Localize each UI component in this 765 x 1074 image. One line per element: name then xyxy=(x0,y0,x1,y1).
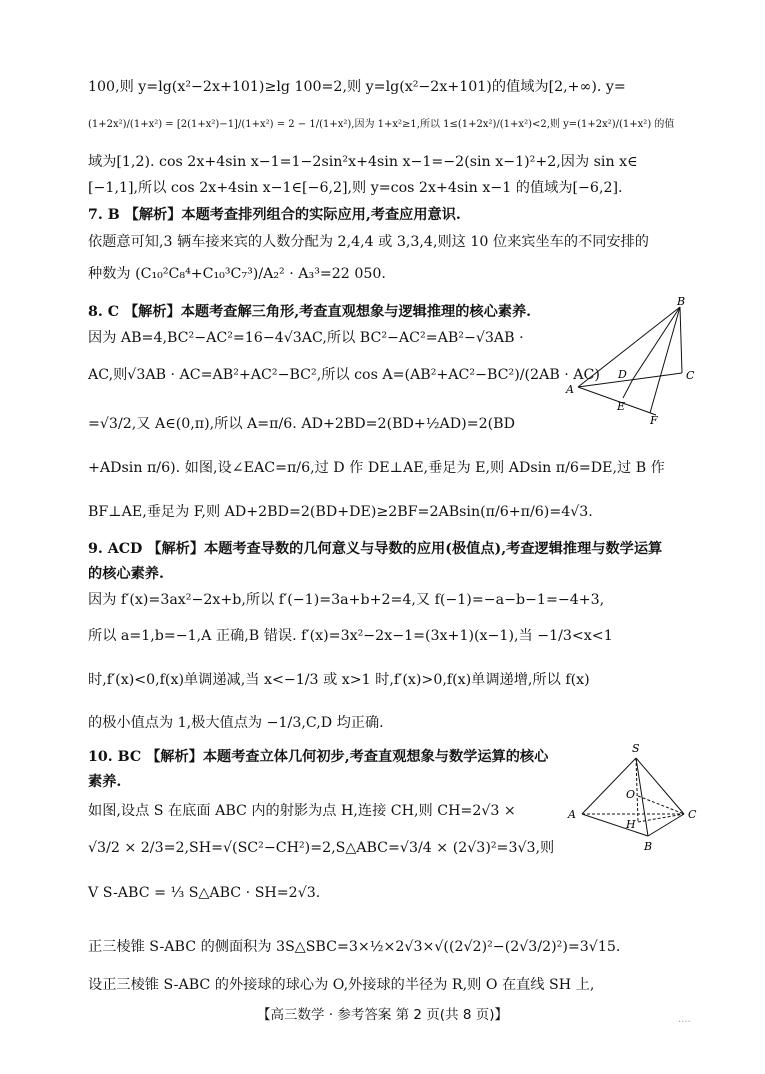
label-D: D xyxy=(618,368,627,381)
pyramid-figure xyxy=(560,738,710,858)
label-B: B xyxy=(644,840,653,853)
text-line: 依题意可知,3 辆车接来宾的人数分配为 2,4,4 或 3,3,4,则这 10 位来宾坐车的不同安排的 xyxy=(88,234,649,250)
text-line: 因为 f′(x)=3ax²−2x+b,所以 f′(−1)=3a+b+2=4,又 f(−1)=−a−b−1=−4+3, xyxy=(88,592,605,608)
text-line: 因为 AB=4,BC²−AC²=16−4√3AC,所以 BC²−AC²=AB²−√3AB · xyxy=(88,330,524,346)
triangle-figure xyxy=(560,295,710,430)
label-H: H xyxy=(626,818,636,831)
text-line: (1+2x²)/(1+x²) = [2(1+x²)−1]/(1+x²) = 2 − 1/(1+x²),因为 1+x²≥1,所以 1≤(1+2x²)/(1+x²)<2,则 y=(1+2x²)/(1+x²) 的值 xyxy=(88,119,675,130)
section-heading: 的核心素养. xyxy=(88,566,164,582)
text-line: √3/2 × 2/3=2,SH=√(SC²−CH²)=2,S△ABC=√3/4 × (2√3)²=3√3,则 xyxy=(88,840,555,856)
text-line: 100,则 y=lg(x²−2x+101)≥lg 100=2,则 y=lg(x²−2x+101)的值域为[2,+∞). y= xyxy=(88,79,626,95)
text-line: AC,则√3AB · AC=AB²+AC²−BC²,所以 cos A=(AB²+AC²−BC²)/(2AB · AC) xyxy=(88,367,600,383)
text-line: 的极小值点为 1,极大值点为 −1/3,C,D 均正确. xyxy=(88,715,384,731)
footer-dots: .... xyxy=(678,1014,691,1025)
text-line: +ADsin π/6). 如图,设∠EAC=π/6,过 D 作 DE⊥AE,垂足为 E,则 ADsin π/6=DE,过 B 作 xyxy=(88,460,665,476)
text-line: BF⊥AE,垂足为 F,则 AD+2BD=2(BD+DE)≥2BF=2ABsin(π/6+π/6)=4√3. xyxy=(88,504,593,520)
text-line: 时,f′(x)<0,f(x)单调递减,当 x<−1/3 或 x>1 时,f′(x)>0,f(x)单调递增,所以 f(x) xyxy=(88,672,590,688)
text-line: 正三棱锥 S-ABC 的侧面积为 3S△SBC=3×½×2√3×√((2√2)²−(2√3/2)²)=3√15. xyxy=(88,939,621,955)
text-line: =√3/2,又 A∈(0,π),所以 A=π/6. AD+2BD=2(BD+½AD)=2(BD xyxy=(88,416,515,432)
section-heading: 10. BC 【解析】本题考查立体几何初步,考查直观想象与数学运算的核心 xyxy=(88,749,549,765)
label-F: F xyxy=(650,414,658,427)
label-E: E xyxy=(617,400,626,413)
text-line: 如图,设点 S 在底面 ABC 内的射影为点 H,连接 CH,则 CH=2√3 × xyxy=(88,803,516,819)
text-line: 设正三棱锥 S-ABC 的外接球的球心为 O,外接球的半径为 R,则 O 在直线 SH 上, xyxy=(88,977,595,993)
label-C: C xyxy=(686,369,695,382)
section-heading: 素养. xyxy=(88,774,122,790)
label-O: O xyxy=(626,788,636,801)
label-S: S xyxy=(632,742,640,755)
text-line: V S-ABC = ⅓ S△ABC · SH=2√3. xyxy=(88,885,321,901)
text-line: [−1,1],所以 cos 2x+4sin x−1∈[−6,2],则 y=cos 2x+4sin x−1 的值域为[−6,2]. xyxy=(88,180,623,196)
label-A: A xyxy=(568,808,576,821)
label-C: C xyxy=(688,808,697,821)
section-heading: 7. B 【解析】本题考查排列组合的实际应用,考查应用意识. xyxy=(88,207,461,223)
page-footer: 【高三数学 · 参考答案 第 2 页(共 8 页)】 xyxy=(256,1007,509,1023)
section-heading: 9. ACD 【解析】本题考查导数的几何意义与导数的应用(极值点),考查逻辑推理与数学运算 xyxy=(88,541,663,557)
text-line: 所以 a=1,b=−1,A 正确,B 错误. f′(x)=3x²−2x−1=(3x+1)(x−1),当 −1/3<x<1 xyxy=(88,628,613,644)
text-line: 种数为 (C₁₀²C₈⁴+C₁₀³C₇³)/A₂² · A₃³=22 050. xyxy=(88,266,386,282)
label-B: B xyxy=(677,295,686,308)
text-line: 域为[1,2). cos 2x+4sin x−1=1−2sin²x+4sin x−1=−2(sin x−1)²+2,因为 sin x∈ xyxy=(88,154,638,170)
label-A: A xyxy=(566,383,574,396)
section-heading: 8. C 【解析】本题考查解三角形,考查直观想象与逻辑推理的核心素养. xyxy=(88,304,532,320)
